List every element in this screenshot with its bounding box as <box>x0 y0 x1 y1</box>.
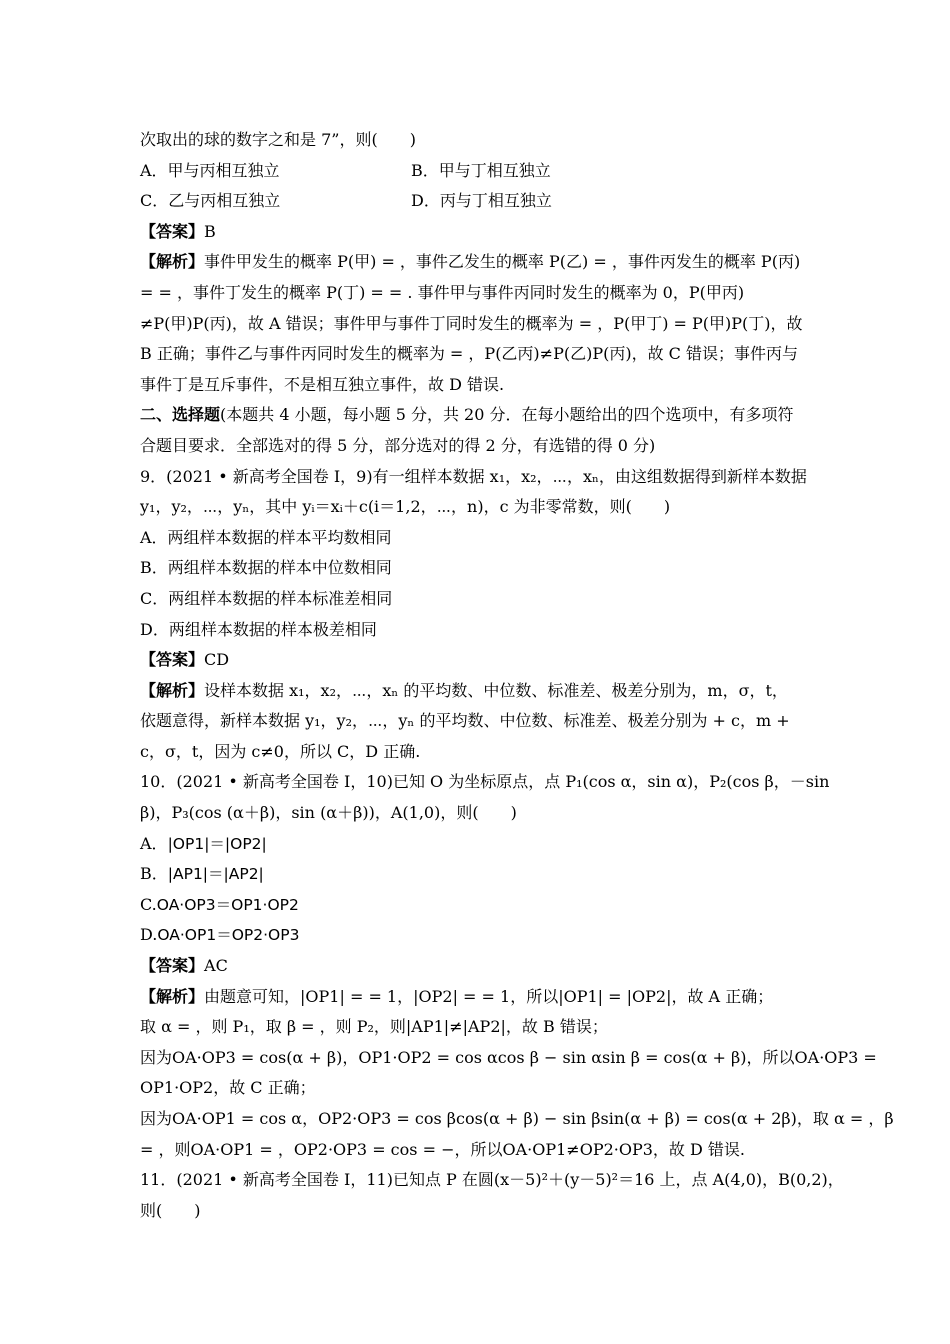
q11-stem: 则( ) <box>140 1200 201 1220</box>
q10-analysis-line: 因为OA·OP1 = cos α，OP2·OP3 = cos βcos(α + β) − sin βsin(α + β) = cos(α + 2β)，取 α = ，β <box>140 1109 894 1128</box>
answer-value: B <box>204 221 216 241</box>
q10-analysis-line: 取 α = ，则 P₁，取 β = ，则 P₂，则|AP1|≠|AP2|，故 B 错误； <box>140 1017 608 1037</box>
q10-analysis-line: 因为OA·OP3 = cos(α + β)，OP1·OP2 = cos αcos β − sin αsin β = cos(α + β)，所以OA·OP3 = <box>140 1047 877 1067</box>
section-heading: 二、选择题(本题共 4 小题，每小题 5 分，共 20 分．在每小题给出的四个选项中，有多项符 <box>140 405 794 425</box>
q9-analysis-line: 依题意得，新样本数据 y₁，y₂，⋯，yₙ 的平均数、中位数、标准差、极差分别为 + c，m + <box>140 711 790 731</box>
answer-value: CD <box>204 650 230 670</box>
q9-analysis-line: c，σ，t，因为 c≠0，所以 C，D 正确. <box>140 741 421 761</box>
q10-analysis-line: = ，则OA·OP1 = ，OP2·OP3 = cos = −，所以OA·OP1≠OP2·OP3，故 D 错误. <box>140 1139 745 1159</box>
q8-option-a: A．甲与丙相互独立 <box>140 160 280 180</box>
section-title: 二、选择题 <box>140 405 221 425</box>
q10-analysis-line: OP1·OP2，故 C 正确； <box>140 1078 316 1098</box>
q8-analysis-line: = = ，事件丁发生的概率 P(丁) = = . 事件甲与事件丙同时发生的概率为 0，P(甲丙) <box>140 282 745 302</box>
q10-option-b: B．|AP1|＝|AP2| <box>140 864 264 884</box>
q8-option-c: C．乙与丙相互独立 <box>140 191 281 211</box>
q10-stem: 10．(2021 • 新高考全国卷 I，10)已知 O 为坐标原点，点 P₁(cos α，sin α)，P₂(cos β，－sin <box>140 772 830 792</box>
q9-option-d: D．两组样本数据的样本极差相同 <box>140 619 377 639</box>
q8-option-d: D．丙与丁相互独立 <box>411 191 552 211</box>
answer-label: 【答案】 <box>140 650 205 670</box>
q10-option-d: D.OA·OP1＝OP2·OP3 <box>140 925 300 945</box>
vector-expression: OA·OP3＝OP1·OP2 <box>156 895 299 914</box>
vector-expression: |AP1|＝|AP2| <box>167 865 264 884</box>
q9-option-c: C．两组样本数据的样本标准差相同 <box>140 588 393 608</box>
q8-analysis-line: B 正确；事件乙与事件丙同时发生的概率为 = ，P(乙丙)≠P(乙)P(丙)，故 C 错误；事件丙与 <box>140 344 798 364</box>
q8-analysis-line: ≠P(甲)P(丙)，故 A 错误；事件甲与事件丁同时发生的概率为 = ，P(甲丁) = P(甲)P(丁)，故 <box>140 313 803 333</box>
q9-option-a: A．两组样本数据的样本平均数相同 <box>140 527 392 547</box>
q10-answer <box>140 951 812 982</box>
q8-answer <box>140 217 812 248</box>
page-content <box>140 125 894 1226</box>
q9-stem: y₁，y₂，⋯，yₙ，其中 yᵢ＝xᵢ＋c(i＝1,2，⋯，n)，c 为非零常数，则( ) <box>140 497 671 517</box>
analysis-label: 【解析】 <box>140 986 205 1006</box>
vector-expression: |OP1|＝|OP2| <box>167 834 267 853</box>
q8-analysis-line: 事件丁是互斥事件，不是相互独立事件，故 D 错误. <box>140 374 505 394</box>
q8-stem: 次取出的球的数字之和是 7”，则( ) <box>140 130 416 149</box>
q8-options-row-2 <box>140 186 812 217</box>
q9-option-b: B．两组样本数据的样本中位数相同 <box>140 558 392 578</box>
analysis-label: 【解析】 <box>140 252 205 272</box>
q10-stem: β)，P₃(cos (α＋β)，sin (α＋β))，A(1,0)，则( ) <box>140 803 517 823</box>
analysis-label: 【解析】 <box>140 680 205 700</box>
q9-answer <box>140 645 812 676</box>
q10-option-a: A．|OP1|＝|OP2| <box>140 833 267 853</box>
section-instructions: 合题目要求．全部选对的得 5 分，部分选对的得 2 分，有选错的得 0 分) <box>140 435 656 455</box>
q10-option-c: C.OA·OP3＝OP1·OP2 <box>140 894 299 914</box>
answer-label: 【答案】 <box>140 221 205 241</box>
answer-value: AC <box>204 956 228 976</box>
q8-analysis-line: 【解析】事件甲发生的概率 P(甲) = ，事件乙发生的概率 P(乙) = ，事件丙发生的概率 P(丙) <box>140 252 801 272</box>
q9-analysis-line: 【解析】设样本数据 x₁，x₂，⋯，xₙ 的平均数、中位数、标准差、极差分别为，m，σ，t， <box>140 680 788 700</box>
q9-stem: 9．(2021 • 新高考全国卷 I，9)有一组样本数据 x₁，x₂，⋯，xₙ，由这组数据得到新样本数据 <box>140 466 807 486</box>
q8-options-row-1 <box>140 156 812 187</box>
q8-option-b: B．甲与丁相互独立 <box>411 160 551 180</box>
vector-expression: OA·OP1＝OP2·OP3 <box>157 926 300 945</box>
q11-stem: 11．(2021 • 新高考全国卷 I，11)已知点 P 在圆(x－5)²＋(y－5)²＝16 上，点 A(4,0)，B(0,2)， <box>140 1170 844 1190</box>
q10-analysis-line: 【解析】由题意可知，|OP1| = = 1，|OP2| = = 1，所以|OP1| = |OP2|，故 A 正确； <box>140 986 774 1006</box>
answer-label: 【答案】 <box>140 956 205 976</box>
